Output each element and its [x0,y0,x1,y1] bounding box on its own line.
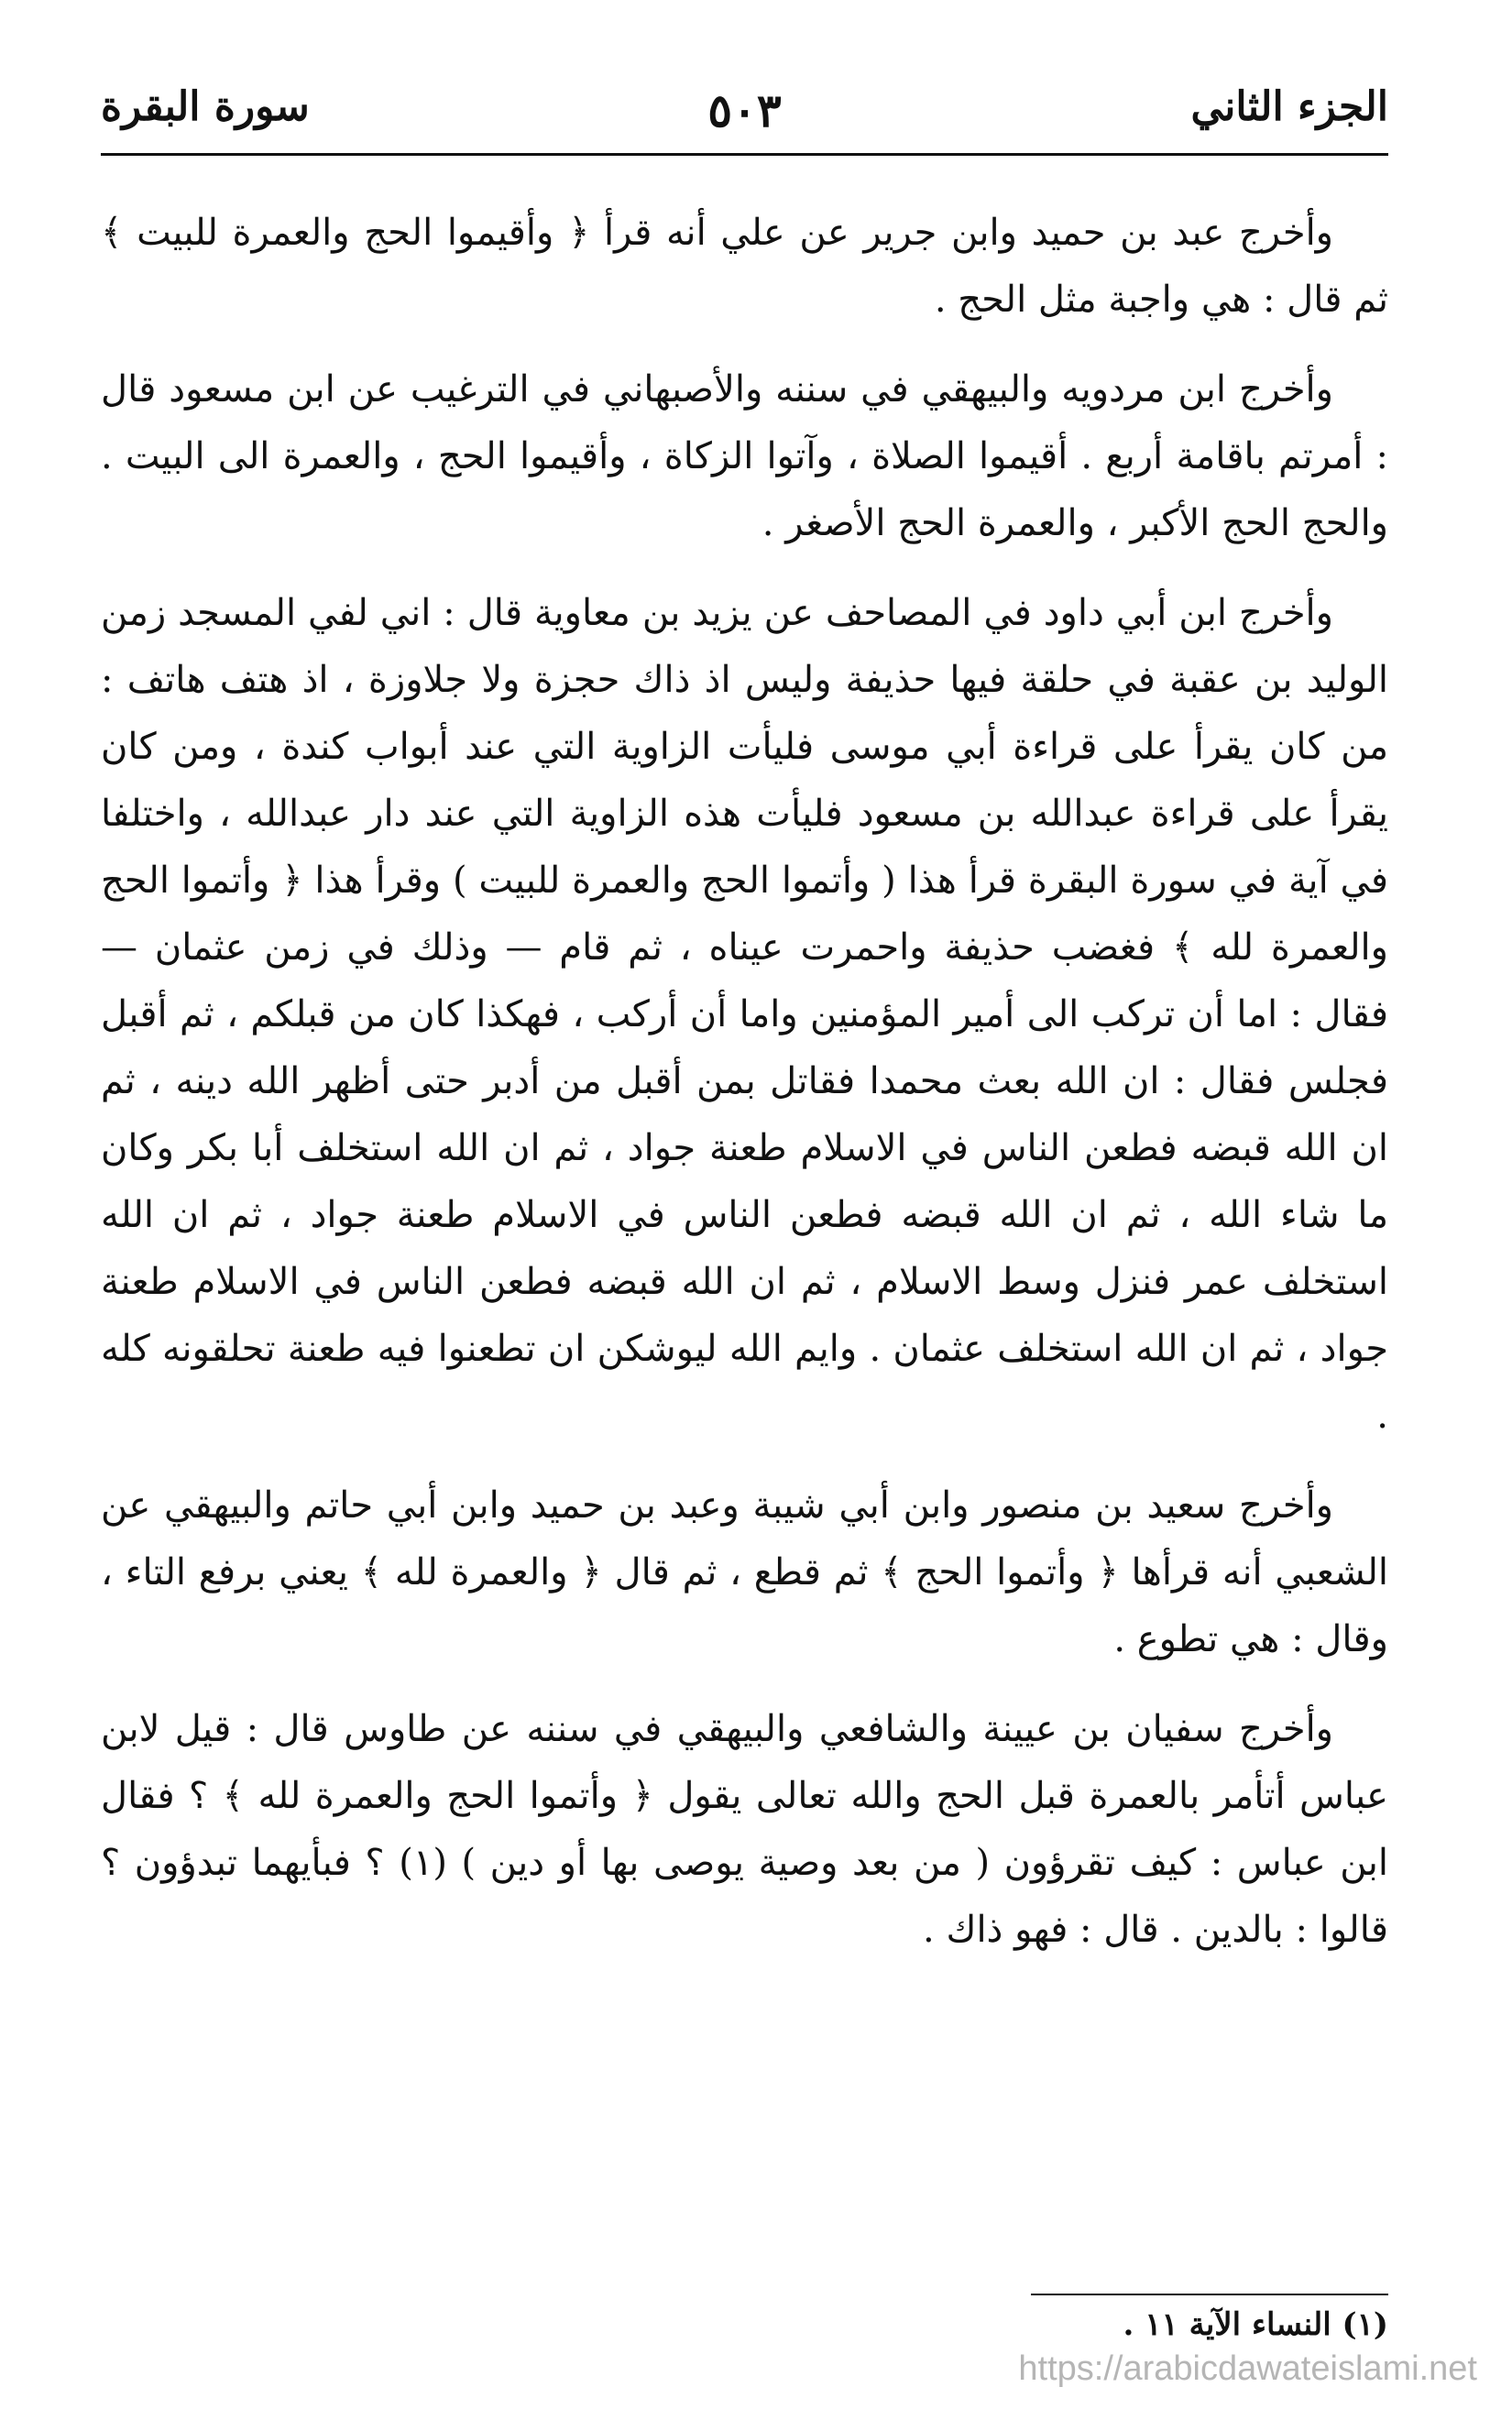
paragraph-2: وأخرج ابن مردويه والبيهقي في سننه والأصبهاني في الترغيب عن ابن مسعود قال : أمرتم باقامة أربع . أقيموا الصلاة ، وآتوا الزكاة ، وأقيموا الحج ، والعمرة الى البيت . والحج الحج الأكبر ، والعمرة الحج الأصغر . [101,368,1389,544]
volume-title: الجزء الثاني [1190,83,1388,130]
paragraph-4: وأخرج سعيد بن منصور وابن أبي شيبة وعبد بن حميد وابن أبي حاتم والبيهقي عن الشعبي أنه قرأها ﴿ وأتموا الحج ﴾ ثم قطع ، ثم قال ﴿ والعمرة لله ﴾ يعني برفع التاء ، وقال : هي تطوع . [101,1484,1388,1660]
surah-title: سورة البقرة [101,83,310,130]
paragraph-1: وأخرج عبد بن حميد وابن جرير عن علي أنه قرأ ﴿ وأقيموا الحج والعمرة للبيت ﴾ ثم قال : هي واجبة مثل الحج . [101,212,1388,321]
watermark-url: https://arabicdawateislami.net [1018,2349,1477,2388]
page-number: ٥٠٣ [707,83,782,137]
paragraph-3: وأخرج ابن أبي داود في المصاحف عن يزيد بن معاوية قال : اني لفي المسجد زمن الوليد بن عقبة في حلقة فيها حذيفة وليس اذ ذاك حجزة ولا جلاوزة ، اذ هتف هاتف : من كان يقرأ على قراءة أبي موسى فليأت الزاوية التي عند أبواب كندة ، ومن كان يقرأ على قراءة عبدالله بن مسعود فليأت هذه الزاوية التي عند دار عبدالله ، واختلفا في آية في سورة البقرة قرأ هذا ( وأتموا الحج والعمرة للبيت ) وقرأ هذا ﴿ وأتموا الحج والعمرة لله ﴾ فغضب حذيفة واحمرت عيناه ، ثم قام — وذلك في زمن عثمان — فقال : اما أن تركب الى أمير المؤمنين واما أن أركب ، فهكذا كان من قبلكم ، ثم أقبل فجلس فقال : ان الله بعث محمدا فقاتل بمن أقبل من أدبر حتى أظهر الله دينه ، ثم ان الله قبضه فطعن الناس في الاسلام طعنة جواد ، ثم ان الله استخلف أبا بكر وكان ما شاء الله ، ثم ان الله قبضه فطعن الناس في الاسلام طعنة جواد ، ثم ان الله استخلف عمر فنزل وسط الاسلام ، ثم ان الله قبضه فطعن الناس في الاسلام طعنة جواد ، ثم ان الله استخلف عثمان . وايم الله ليوشكن ان تطعنوا فيه طعنة تحلقونه كله . [101,592,1389,1437]
paragraph-5: وأخرج سفيان بن عيينة والشافعي والبيهقي في سننه عن طاوس قال : قيل لابن عباس أتأمر بالعمرة قبل الحج والله تعالى يقول ﴿ وأتموا الحج والعمرة لله ﴾ ؟ فقال ابن عباس : كيف تقرؤون ( من بعد وصية يوصى بها أو دين ) (١) ؟ فبأيهما تبدؤون ؟ قالوا : بالدين . قال : فهو ذاك . [101,1708,1388,1951]
page-body [101,200,1388,1964]
running-header [101,78,1388,156]
footnote-divider [1031,2294,1388,2295]
footnote: (١) النساء الآية ١١ . [1123,2306,1388,2343]
book-page [101,78,1389,2343]
